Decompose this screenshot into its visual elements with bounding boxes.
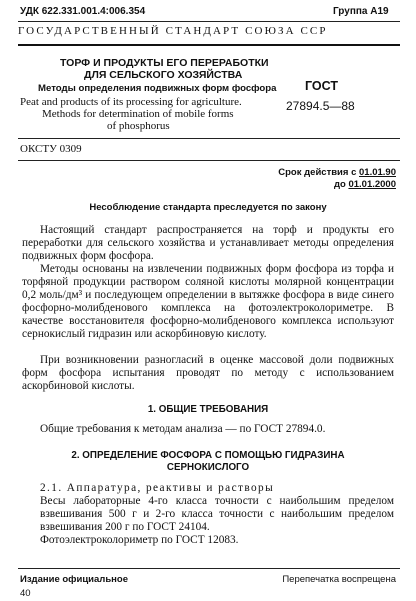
validity-start: [278, 167, 396, 178]
title-en-line3: of phosphorus: [107, 120, 170, 132]
intro-paragraph-3: При возникновении разногласий в оценке массовой доли подвижных форм фосфора испытания проводят по методу с использованием аскорбиновой кислоты.: [22, 354, 394, 393]
subtitle-ru: Методы определения подвижных форм фосфора: [38, 83, 277, 94]
title-ru-line2: ДЛЯ СЕЛЬСКОГО ХОЗЯЙСТВА: [84, 69, 243, 81]
validity-end: [334, 179, 396, 190]
section-2-text-2: Фотоэлектроколориметр по ГОСТ 12083.: [40, 534, 239, 546]
udk-code: УДК 622.331.001.4:006.354: [20, 6, 146, 17]
validity-start-prefix: Срок действия с: [278, 167, 360, 178]
intro-paragraph-1: Настоящий стандарт распространяется на торф и продукты его переработки для сельского хозяйства и устанавливает методы определения подвижных форм фосфора.: [22, 224, 394, 263]
okstu-code: ОКСТУ 0309: [20, 143, 82, 155]
title-block-rule: [18, 138, 400, 139]
okstu-rule: [18, 160, 400, 161]
title-ru-line1: ТОРФ И ПРОДУКТЫ ЕГО ПЕРЕРАБОТКИ: [60, 57, 269, 69]
gost-label: ГОСТ: [305, 79, 338, 93]
state-standard-banner: ГОСУДАРСТВЕННЫЙ СТАНДАРТ СОЮЗА ССР: [18, 25, 328, 37]
validity-end-prefix: до: [333, 179, 349, 190]
reprint-notice: Перепечатка воспрещена: [282, 574, 396, 585]
intro-paragraph-2: Методы основаны на извлечении подвижных форм фосфора из торфа и торфяной продукции раствором соляной кислоты молярной концентрации 0,2 моль/дм³ и последующем определении в вытяжке фосфора в виде синего фосфорно-молибденового комплекса на фотоэлектроколориметре. В качестве восстановителя фосфорно-молибденового комплекса используют сернокислый гидразин или аскорбиновую кислоту.: [22, 263, 394, 341]
section-2-heading-line2: СЕРНОКИСЛОГО: [166, 462, 250, 473]
group-code: Группа А19: [333, 6, 389, 17]
legal-notice: Несоблюдение стандарта преследуется по закону: [89, 202, 327, 213]
section-1-text: Общие требования к методам анализа — по ГОСТ 27894.0.: [40, 423, 326, 435]
banner-rule: [18, 44, 400, 46]
official-edition-label: Издание официальное: [20, 574, 128, 585]
gost-number: 27894.5—88: [286, 99, 355, 113]
validity-end-date: 01.01.2000: [348, 179, 396, 190]
section-2-heading-line1: 2. ОПРЕДЕЛЕНИЕ ФОСФОРА С ПОМОЩЬЮ ГИДРАЗИНА: [71, 450, 345, 461]
validity-start-date: 01.01.90: [359, 167, 396, 178]
page-number: 40: [20, 588, 31, 599]
section-2-text-1: Весы лабораторные 4-го класса точности с наибольшим пределом взвешивания 500 г и 2-го класса точности с наибольшим пределом взвешивания 200 г по ГОСТ 24104.: [40, 495, 394, 534]
title-en-line2: Methods for determination of mobile forms: [42, 108, 234, 120]
header-rule: [18, 21, 400, 22]
title-en-line1: Peat and products of its processing for agriculture.: [20, 96, 242, 108]
section-1-heading: 1. ОБЩИЕ ТРЕБОВАНИЯ: [147, 404, 269, 415]
section-2-1-heading: 2.1. Аппаратура, реактивы и растворы: [40, 482, 275, 494]
footer-rule: [18, 568, 400, 569]
